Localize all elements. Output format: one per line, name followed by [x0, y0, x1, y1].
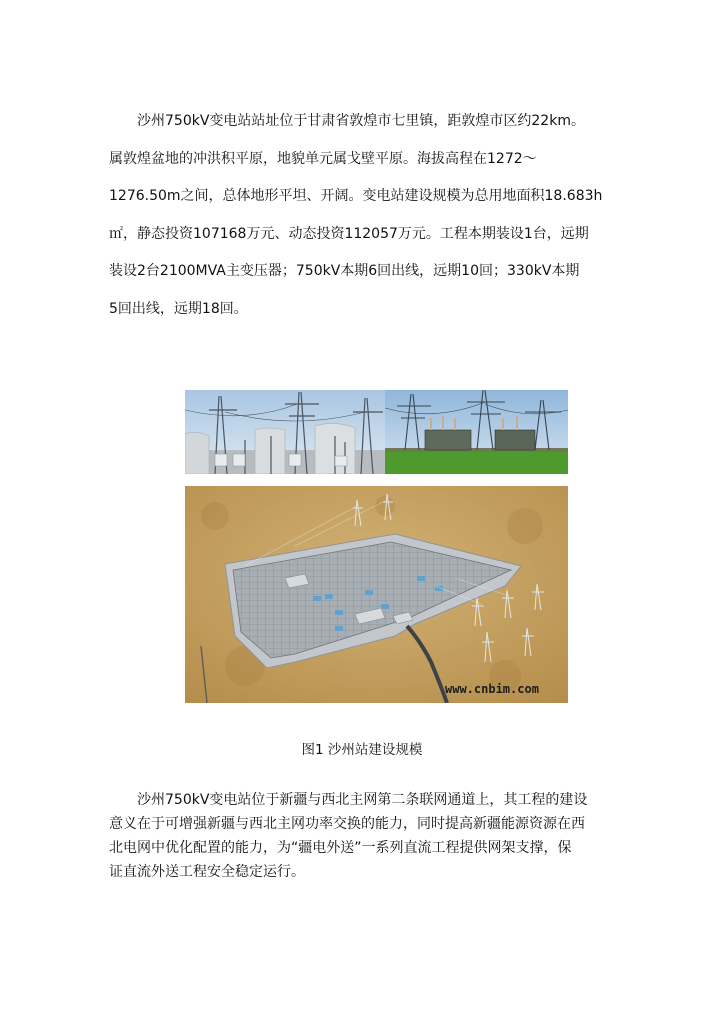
- paragraph-line: 属敦煌盆地的冲洪积平原，地貌单元属戈壁平原。海拔高程在1272～: [109, 150, 537, 167]
- paragraph-line: 5回出线，远期18回。: [109, 300, 248, 317]
- paragraph-line: ㎡，静态投资107168万元、动态投资112057万元。工程本期装设1台，远期: [109, 225, 589, 242]
- significance-paragraph: [109, 788, 617, 884]
- paragraph-line: 沙州750kV变电站位于新疆与西北主网第二条联网通道上，其工程的建设: [137, 792, 588, 808]
- paragraph-line: 意义在于可增强新疆与西北主网功率交换的能力，同时提高新疆能源资源在西: [109, 816, 585, 832]
- substation-photo-strip: [185, 390, 568, 474]
- paragraph-line: 沙州750kV变电站站址位于甘肃省敦煌市七里镇，距敦煌市区约22km。: [137, 113, 585, 129]
- substation-aerial-rendering: [185, 486, 568, 703]
- paragraph-line: 证直流外送工程安全稳定运行。: [109, 864, 305, 880]
- watermark-text: www.cnbim.com: [445, 682, 539, 696]
- indoor-equipment-photo: [185, 390, 385, 474]
- paragraph-line: 北电网中优化配置的能力，为“疆电外送”一系列直流工程提供网架支撑，保: [109, 840, 572, 856]
- paragraph-line: 装设2台2100MVA主变压器；750kV本期6回出线，远期10回；330kV本期: [109, 263, 580, 279]
- transformer-photo: [385, 390, 568, 474]
- paragraph-line: 1276.50m之间，总体地形平坦、开阔。变电站建设规模为总用地面积18.683h: [109, 188, 603, 204]
- intro-paragraph: [109, 103, 617, 328]
- figure-caption: 图1 沙州站建设规模: [301, 742, 423, 758]
